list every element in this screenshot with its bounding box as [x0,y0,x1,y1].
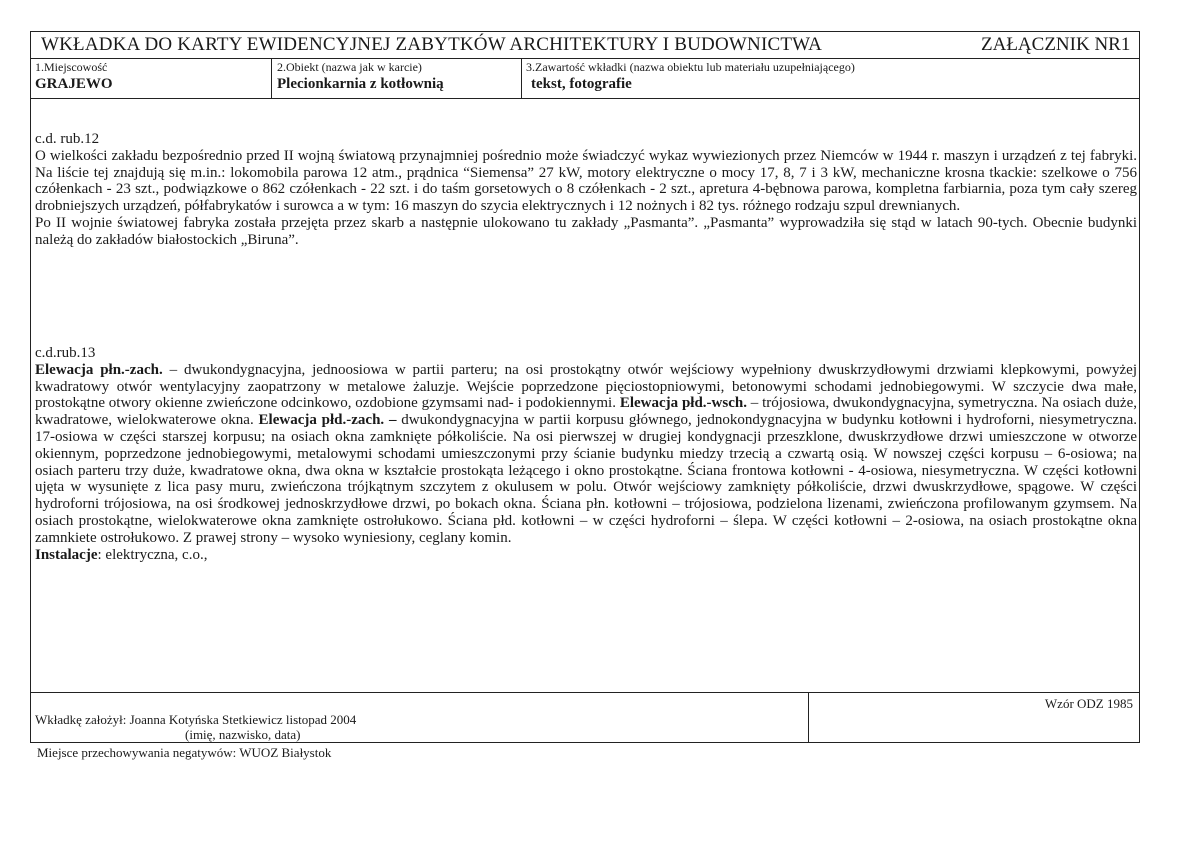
divider [31,98,1139,99]
section-12-heading: c.d. rub.12 [35,131,100,147]
divider [31,58,1139,59]
author-hint: (imię, nazwisko, data) [185,727,301,742]
section-13-heading: c.d.rub.13 [35,345,96,361]
divider [271,58,272,98]
divider [521,58,522,98]
section-12-paragraph-1: O wielkości zakładu bezpośrednio przed II wojną światową przynajmniej pośrednio może świadczyć wykaz wywiezionych przez Niemców w 1944 r. maszyn i urządzeń z tej fabryki. Na liście tej znajdują się m.in.: lokomobila parowa 12 atm., prądnica “Siemensa” 27 kW, motory elektryczne o mocy 17, 8, 7 i 3 kW, mechaniczne krosna tkackie: szelkowe o 756 czółenkach - 23 szt., podwiązkowe o 862 czółenkach - 22 szt. i do taśm gorsetowych o 8 czółenkach - 2 szt., apretura 4-bębnowa parowa, kompletna farbiarnia, poza tym cały szereg drobniejszych urządzeń, półfabrykatów i surowca a w tym: 16 maszyn do szycia elektrycznych i 12 nożnych i 82 tys. różnego rodzaju szpul drewnianych. [35,147,1137,215]
form-model: Wzór ODZ 1985 [1044,696,1133,711]
document-title: WKŁADKA DO KARTY EWIDENCYJNEJ ZABYTKÓW ARCHITEKTURY I BUDOWNICTWA [41,34,823,55]
label-installations: Instalacje [35,546,98,563]
label-sw-elevation: Elewacja płd.-zach. – [258,412,397,429]
author-line: Wkładkę założył: Joanna Kotyńska Stetkiewicz listopad 2004 [35,712,357,727]
text-nw-elevation: – dwukondygnacyjna, jednoosiowa w partii parteru; na osi prostokątny otwór wejściowy wypełniony dwuskrzydłowymi drzwiami klepkowymi, powyżej kwadratowy otwór wentylacyjny zaopatrzony w metalowe żaluzje. Wejście poprzedzone pięciostopniowymi, betonowymi schodami jednobiegowymi. W szczycie dwa małe, prostokątne otwory okienne zwieńczone odcinkowo, ozdobione gzymsami nad- i podokiennymi. [35,361,1137,412]
text-se-elevation: – trójosiowa, dwukondygnacyjna, symetryczna. Na osiach duże, kwadratowe, wielokwaterowe okna. [35,395,1137,429]
divider [31,692,1139,693]
label-nw-elevation: Elewacja płn.-zach. [35,361,163,378]
divider [808,692,809,742]
installations-line [35,547,1137,564]
section-13 [35,345,1137,563]
location-label: 1.Miejscowość [35,60,108,74]
section-12-paragraph-2: Po II wojnie światowej fabryka została przejęta przez skarb a następnie ulokowano tu zakłady „Pasmanta”. „Pasmanta” wyprowadziła się stąd w latach 90-tych. Obecnie budynki należą do zakładów białostockich „Biruna”. [35,214,1137,248]
text-installations: : elektryczna, c.o., [97,546,208,563]
document-frame [30,31,1140,743]
object-value: Plecionkarnia z kotłownią [277,76,444,92]
annex-number: ZAŁĄCZNIK NR1 [981,34,1131,55]
location-value: GRAJEWO [35,76,113,92]
negatives-location: Miejsce przechowywania negatywów: WUOZ Białystok [37,745,332,760]
section-12 [35,131,1137,249]
content-value: tekst, fotografie [531,76,632,92]
text-sw-elevation: dwukondygnacyjna w partii korpusu głównego, jednokondygnacyjna w budynku kotłowni i hydroforni, niesymetryczna. 17-osiowa w części starszej korpusu; na osiach okna zamknięte półkoliście. Na osi pierwszej w drugiej kondygnacji przeszklone, dwuskrzydłowe drzwi umieszczone w otworze okiennym, poprzedzone jednobiegowymi, metalowymi schodami umieszczonymi przy ścianie budynku miedzy trzecią a czwartą osią. W nowszej części korpusu – 6-osiowa; na osiach parteru trzy duże, kwadratowe okna, dwa okna w kształcie prostokąta leżącego i okno prostokątne. Ściana frontowa kotłowni - 4-osiowa, niesymetryczna. W części kotłowni ujęta w wysunięte z lica pasy muru, zwieńczona trójkątnym szczytem z okulusem w polu. Otwór wejściowy zamknięty półkoliście, drzwi dwuskrzydłowe, spągowe. W części hydroforni trójosiowa, na osi środkowej jednoskrzydłowe drzwi, po bokach okna. Ściana płn. kotłowni – trójosiowa, podzielona lizenami, zwieńczona profilowanym gzymsem. Na osiach prostokątne, wielokwaterowe okna zamknięte ostrołukowo. Ściana płd. kotłowni – w części hydroforni – ślepa. W części kotłowni – 2-osiowa, na osiach prostokątne okna zamnkiete ostrołukowo. Z prawej strony – wysoko wyniesiony, ceglany komin. [35,412,1138,546]
content-label: 3.Zawartość wkładki (nazwa obiektu lub materiału uzupełniającego) [526,60,855,74]
label-se-elevation: Elewacja płd.-wsch. [619,395,747,412]
section-13-paragraph [35,362,1137,547]
object-label: 2.Obiekt (nazwa jak w karcie) [277,60,422,74]
